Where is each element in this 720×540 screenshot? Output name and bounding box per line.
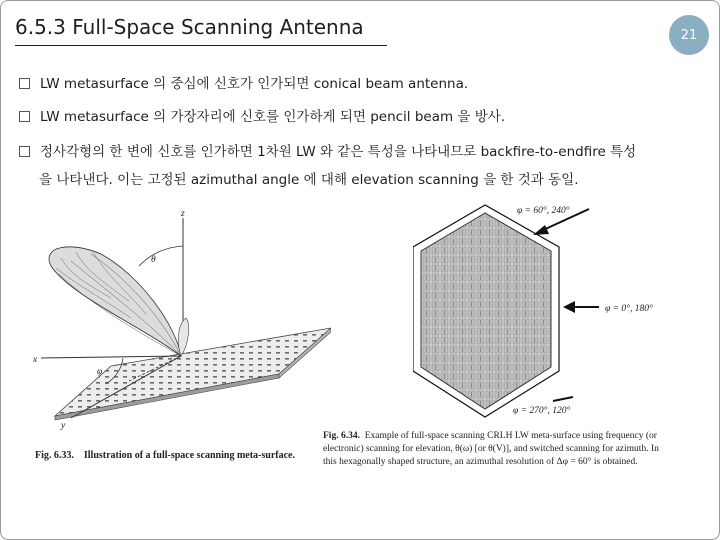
secondary-lobe (178, 318, 188, 356)
radiation-beam-lobe (49, 247, 181, 356)
slide-title: 6.5.3 Full-Space Scanning Antenna (15, 15, 364, 39)
arrow-middle (563, 301, 599, 313)
x-axis-label: x (33, 355, 38, 365)
caption-line: electronic) scanning for elevation, θ(ω) [or θ(V)], and switched scanning for azimuth. In (323, 444, 659, 454)
theta-label: θ (151, 255, 156, 265)
label-phi-0-180: φ = 0°, 180° (605, 304, 653, 314)
bullet-item (19, 72, 468, 92)
z-axis-label: z (181, 209, 185, 219)
bullet-text: 정사각형의 한 변에 신호를 인가하면 1차원 LW 와 같은 특성을 나타내므로 backfire-to-endfire 특성 (40, 144, 637, 160)
arrow-bottom (553, 397, 573, 401)
bullet-item (19, 140, 636, 160)
page-number-badge: 21 (669, 15, 709, 55)
bullet-continuation: 을 나타낸다. 이는 고정된 azimuthal angle 에 대해 elevation scanning 을 한 것과 동일. (39, 172, 579, 188)
phi-label: φ (97, 367, 103, 377)
caption-line: this hexagonally shaped structure, an azimuthal resolution of Δφ = 60° is obtained. (323, 457, 638, 467)
y-axis-label: y (61, 421, 66, 431)
figure-scanning-metasurface (31, 206, 331, 436)
label-phi-60-240: φ = 60°, 240° (517, 206, 570, 216)
bullet-text: LW metasurface 의 중심에 신호가 인가되면 conical beam antenna. (40, 76, 469, 92)
caption-label: Fig. 6.34. (323, 431, 360, 441)
caption-fig-6-33 (35, 450, 295, 461)
caption-label: Fig. 6.33. (35, 450, 74, 461)
caption-fig-6-34 (323, 430, 715, 469)
bullet-box-icon (19, 146, 30, 157)
figure-hexagonal-metasurface (413, 201, 713, 426)
caption-line: Example of full-space scanning CRLH LW meta-surface using frequency (or (364, 431, 657, 441)
title-underline (15, 45, 387, 46)
hexagon-cell-grid (421, 213, 551, 409)
caption-text: Illustration of a full-space scanning meta-surface. (83, 450, 295, 461)
theta-arc (139, 246, 183, 266)
bullet-box-icon (19, 111, 30, 122)
bullet-box-icon (19, 78, 30, 89)
bullet-item (19, 105, 505, 125)
label-phi-270-120: φ = 270°, 120° (513, 406, 571, 416)
bullet-text: LW metasurface 의 가장자리에 신호를 인가하게 되면 pencil beam 을 방사. (40, 109, 506, 125)
